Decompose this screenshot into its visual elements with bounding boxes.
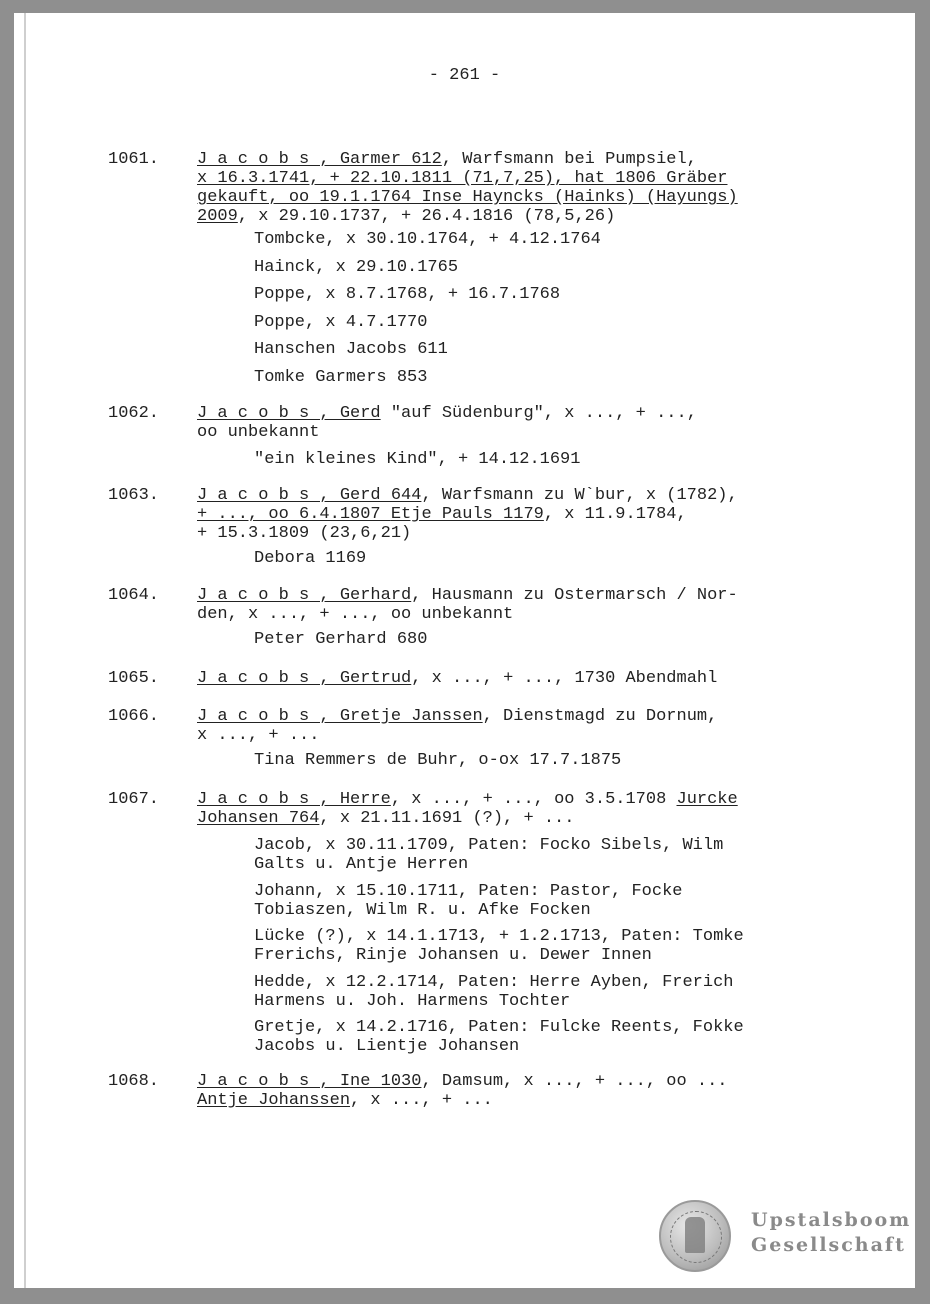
entry-text: , x 21.11.1691 (?), + ... bbox=[319, 809, 575, 828]
entry-text: , Warfsmann zu W`bur, x (1782), bbox=[421, 486, 738, 505]
child-item bbox=[254, 973, 744, 1019]
page-number: - 261 - bbox=[428, 66, 501, 85]
child-item: Debora 1169 bbox=[254, 549, 367, 568]
watermark-line2: Gesellschaft bbox=[751, 1234, 906, 1256]
child-line: Galts u. Antje Herren bbox=[254, 855, 469, 874]
entry-name: J a c o b s , Ine 1030 bbox=[197, 1072, 422, 1091]
child-item: Peter Gerhard 680 bbox=[254, 630, 428, 649]
child-line: Johann, x 15.10.1711, Paten: Pastor, Focke bbox=[254, 881, 683, 901]
entry-number: 1067. bbox=[108, 790, 160, 809]
child-item: Hainck, x 29.10.1765 bbox=[254, 257, 459, 277]
child-line: Gretje, x 14.2.1716, Paten: Fulcke Reents, Fokke bbox=[254, 1018, 744, 1037]
child-line: Jacob, x 30.11.1709, Paten: Focko Sibels, Wilm bbox=[254, 836, 724, 855]
child-line: Jacobs u. Lientje Johansen bbox=[254, 1037, 520, 1056]
entry-name: J a c o b s , Gretje Janssen bbox=[197, 707, 483, 726]
entry-text: , x ..., + ... bbox=[350, 1091, 493, 1110]
watermark-logo bbox=[659, 1200, 912, 1275]
spouse-name: Etje Pauls 1179 bbox=[390, 505, 544, 524]
entry-number: 1068. bbox=[108, 1072, 160, 1091]
entry-text: , x ..., + ..., oo 3.5.1708 bbox=[390, 790, 677, 809]
entry-text: , x 11.9.1784, bbox=[543, 505, 687, 524]
binding-edge bbox=[24, 13, 26, 1288]
watermark-line1: Upstalsboom bbox=[751, 1209, 912, 1231]
entry-number: 1062. bbox=[108, 404, 160, 423]
entry-number: 1061. bbox=[108, 150, 160, 169]
entry-name: J a c o b s , Gertrud bbox=[197, 669, 412, 688]
child-item bbox=[254, 927, 744, 973]
entry-text: , Damsum, x ..., + ..., oo ... bbox=[421, 1072, 728, 1091]
child-item: Tombcke, x 30.10.1764, + 4.12.1764 bbox=[254, 230, 601, 249]
child-item: Poppe, x 8.7.1768, + 16.7.1768 bbox=[254, 285, 561, 304]
child-line: Harmens u. Joh. Harmens Tochter bbox=[254, 991, 571, 1011]
entry-text: + ..., oo 6.4.1807 bbox=[197, 505, 391, 524]
child-item: Poppe, x 4.7.1770 bbox=[254, 312, 428, 332]
entry-text: , Hausmann zu Ostermarsch / Nor- bbox=[411, 586, 738, 605]
entry-name: J a c o b s , Herre bbox=[197, 790, 391, 809]
document-page bbox=[14, 13, 915, 1288]
spouse-number: 2009 bbox=[197, 207, 238, 226]
entry-name: J a c o b s , Gerhard bbox=[197, 586, 412, 605]
child-item bbox=[254, 882, 744, 928]
entry-number: 1063. bbox=[108, 486, 160, 505]
entry-number: 1065. bbox=[108, 669, 160, 688]
entry-text: , x ..., + ..., 1730 Abendmahl bbox=[411, 669, 718, 688]
child-line: Hedde, x 12.2.1714, Paten: Herre Ayben, Frerich bbox=[254, 972, 734, 992]
child-line: Frerichs, Rinje Johansen u. Dewer Innen bbox=[254, 946, 652, 965]
entry-name: J a c o b s , Gerd 644 bbox=[197, 486, 422, 505]
entry-text: "auf Südenburg", x ..., + ..., bbox=[380, 404, 697, 423]
entry-number: 1066. bbox=[108, 707, 160, 726]
entry-text: gekauft, oo 19.1.1764 bbox=[197, 188, 422, 207]
spouse-name: Inse Hayncks (Hainks) (Hayungs) bbox=[421, 188, 738, 207]
spouse-name: Antje Johanssen bbox=[197, 1091, 351, 1110]
spouse-name: Jurcke bbox=[676, 790, 738, 809]
entry-name: J a c o b s , Gerd bbox=[197, 404, 381, 423]
entry-text: x ..., + ... bbox=[197, 726, 320, 745]
child-item: Tina Remmers de Buhr, o-ox 17.7.1875 bbox=[254, 751, 622, 770]
child-item: Tomke Garmers 853 bbox=[254, 367, 428, 387]
entry-text: , x 29.10.1737, + 26.4.1816 (78,5,26) bbox=[237, 207, 616, 226]
entry-text: x 16.3.1741, + 22.10.1811 (71,7,25), hat 1806 Gräber bbox=[197, 169, 728, 188]
watermark-text bbox=[751, 1208, 911, 1258]
seal-icon bbox=[659, 1200, 731, 1272]
entry-text: , Warfsmann bei Pumpsiel, bbox=[441, 150, 697, 169]
child-item: "ein kleines Kind", + 14.12.1691 bbox=[254, 450, 581, 469]
entry-text: oo unbekannt bbox=[197, 423, 320, 442]
entry-text: , Dienstmagd zu Dornum, bbox=[482, 707, 718, 726]
child-item: Hanschen Jacobs 611 bbox=[254, 340, 448, 359]
child-line: Lücke (?), x 14.1.1713, + 1.2.1713, Paten: Tomke bbox=[254, 927, 744, 946]
child-line: Tobiaszen, Wilm R. u. Afke Focken bbox=[254, 900, 591, 920]
entry-text: den, x ..., + ..., oo unbekannt bbox=[197, 605, 514, 624]
child-item bbox=[254, 836, 744, 882]
entry-number: 1064. bbox=[108, 586, 160, 605]
entry-text: + 15.3.1809 (23,6,21) bbox=[197, 524, 412, 543]
spouse-name: Johansen 764 bbox=[197, 809, 320, 828]
entry-name: J a c o b s , Garmer 612 bbox=[197, 150, 442, 169]
child-item bbox=[254, 1018, 744, 1064]
